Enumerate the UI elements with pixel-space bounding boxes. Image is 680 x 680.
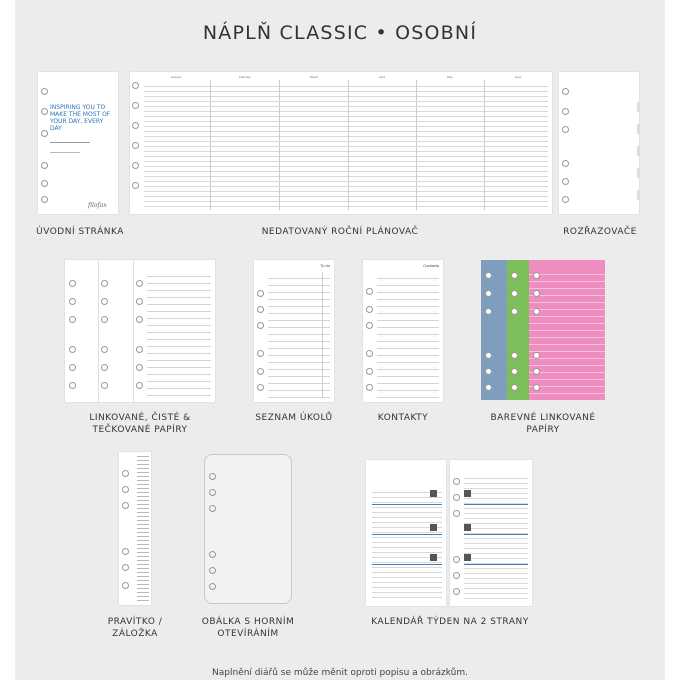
week-calendar-right-image (450, 460, 532, 606)
filofax-logo: filofax (88, 202, 107, 209)
contacts-image (363, 260, 443, 402)
todo-header: To do (320, 263, 330, 268)
month-header-2: February (238, 75, 251, 79)
month-header-6: June (514, 75, 522, 79)
intro-tagline: INSPIRING YOU TO MAKE THE MOST OF YOUR DAY, EVERY DAY (50, 104, 111, 132)
ruler-image (119, 452, 151, 605)
intro-label: ÚVODNÍ STRÁNKA (36, 227, 124, 237)
contacts-label: KONTAKTY (377, 413, 429, 423)
contacts-header: Contacts (423, 263, 439, 268)
colored-papers-image (481, 260, 605, 400)
page-title: NÁPLŇ CLASSIC • OSOBNÍ (202, 22, 478, 44)
papers-image (65, 260, 215, 402)
week-calendar-label: KALENDÁŘ TÝDEN NA 2 STRANY (371, 617, 529, 627)
envelope-label: OBÁLKA S HORNÍM OTEVÍRÁNÍM (201, 617, 295, 639)
month-header-5: May (447, 75, 453, 79)
year-planner-label: NEDATOVANÝ ROČNÍ PLÁNOVAČ (261, 227, 419, 237)
year-planner-image (130, 72, 552, 214)
dividers-image (559, 72, 639, 214)
month-header-4: April (378, 75, 385, 79)
month-header-3: March (309, 75, 319, 79)
ruler-label: PRAVÍTKO / ZÁLOŽKA (107, 617, 163, 639)
intro-page-image (38, 72, 118, 214)
todo-label: SEZNAM ÚKOLŮ (255, 413, 333, 423)
month-header-1: January (170, 75, 182, 79)
dividers-label: ROZŘAZOVAČE (563, 227, 637, 237)
papers-label: LINKOVANÉ, ČISTÉ & TEČKOVANÉ PAPÍRY (89, 413, 191, 435)
week-calendar-left-image (366, 460, 446, 606)
todo-image (254, 260, 334, 402)
colored-papers-label: BAREVNÉ LINKOVANÉ PAPÍRY (490, 413, 596, 435)
footer-note: Naplnění diářů se může měnit oproti popisu a obrázkům. (212, 668, 468, 678)
envelope-image (204, 454, 292, 604)
